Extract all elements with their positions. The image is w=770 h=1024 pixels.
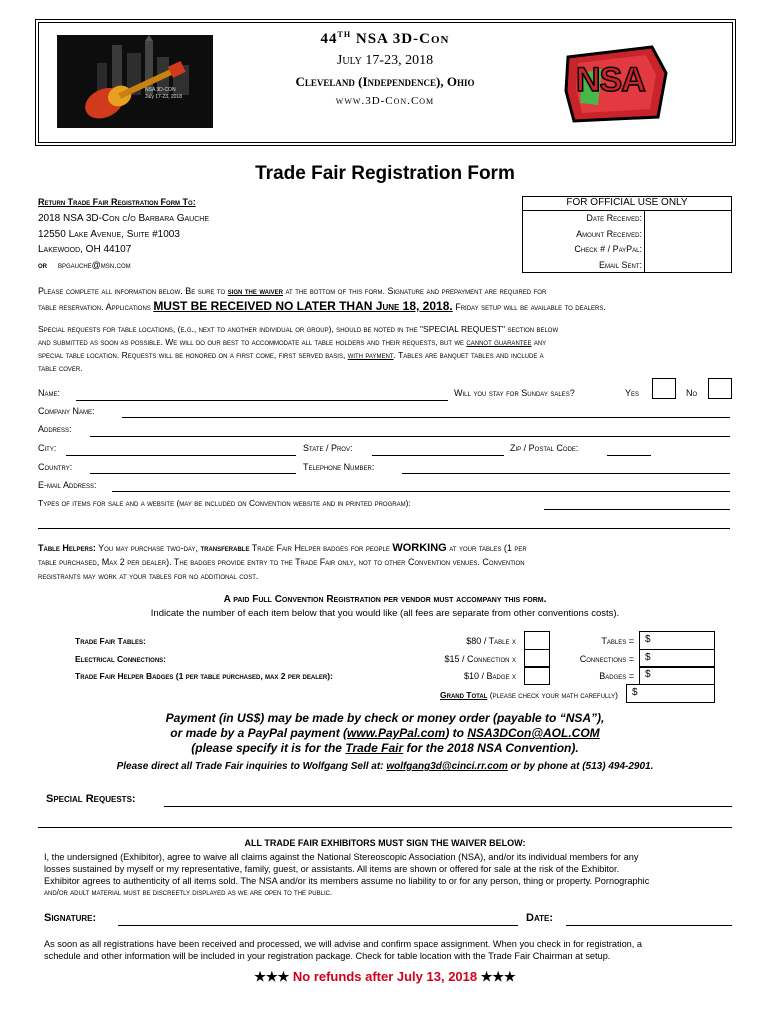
payment-line-1: Payment (in US$) may be made by check or money order (payable to “NSA”), — [165, 711, 605, 725]
date-field[interactable] — [566, 925, 732, 926]
waiver-line: I, the undersigned (Exhibitor), agree to waive all claims against the National Stereoscopic Association (NSA), and/or its individual members for any — [44, 852, 639, 862]
cannot-guarantee-text: cannot guarantee — [466, 337, 532, 347]
signature-label: Signature: — [44, 912, 97, 924]
fees-heading: A paid Full Convention Registration per vendor must accompany this form. — [223, 594, 547, 605]
inquiries-text: Please direct all Trade Fair inquiries to Wolfgang Sell at: — [116, 761, 387, 772]
sign-waiver-text: sign the waiver — [227, 286, 283, 296]
signature-field[interactable] — [118, 925, 518, 926]
star-icon: ★★★ — [254, 969, 290, 984]
helpers-text: registrants may work at your tables for no additional cost. — [38, 571, 259, 581]
official-row-check: Check # / PayPal: — [574, 244, 642, 254]
waiver-text — [44, 851, 734, 899]
dollar-sign: $ — [645, 652, 651, 663]
fee-label-tables: Trade Fair Tables: — [75, 636, 146, 646]
return-line-1: 2018 NSA 3D-Con c/o Barbara Gauche — [38, 213, 209, 224]
country-field[interactable] — [90, 473, 296, 474]
wolfgang-email-link[interactable]: wolfgang3d@cinci.rr.com — [386, 761, 508, 772]
types-label: Types of items for sale and a website (may be included on Convention website and in printed program): — [38, 498, 411, 508]
yes-checkbox[interactable] — [652, 378, 676, 399]
payment-text: (please specify it is for the — [191, 741, 346, 755]
special-requests-field[interactable] — [164, 806, 732, 807]
grand-total-text: Grand Total — [440, 690, 488, 700]
intro-text: any — [531, 337, 547, 347]
types-field[interactable] — [544, 509, 730, 510]
return-or: or — [38, 260, 47, 270]
form-title: Trade Fair Registration Form — [255, 163, 515, 184]
city-label: City: — [38, 443, 57, 453]
deadline-text: MUST BE RECEIVED NO LATER THAN June 18, 2018. — [153, 299, 453, 313]
waiver-line: losses sustained by myself or my representative, family, guest, or assistants. All items are shown or offered for sale at the risk of the Exhibitor. — [44, 864, 620, 874]
address-label: Address: — [38, 424, 72, 434]
nsa-logo — [562, 43, 672, 123]
closing-text — [44, 938, 734, 962]
sunday-sales-label: Will you stay for Sunday sales? — [454, 388, 575, 398]
payment-line-2 — [0, 726, 770, 740]
intro-text: special table location. Requests will be honored on a first come, first served basis, — [38, 350, 348, 360]
intro-text: . Tables are banquet tables and include a — [393, 350, 544, 360]
intro-text: Friday setup will be available to dealers. — [452, 302, 606, 312]
special-requests-label: Special Requests: — [46, 793, 136, 805]
name-field[interactable] — [76, 400, 448, 401]
fee-label-electrical: Electrical Connections: — [75, 654, 166, 664]
transferable-text: transferable — [200, 543, 250, 553]
logo-text-2: July 17-23, 2018 — [145, 94, 182, 100]
payment-text: ) to — [445, 726, 468, 740]
intro-paragraph-1 — [38, 284, 738, 315]
return-line-2: 12550 Lake Avenue, Suite #1003 — [38, 229, 180, 240]
intro-paragraph-2 — [38, 323, 738, 375]
grand-total-input[interactable] — [626, 684, 715, 703]
no-refunds-line — [0, 969, 770, 985]
trade-fair-text: Trade Fair — [345, 741, 404, 755]
state-field[interactable] — [372, 455, 504, 456]
intro-text: table reservation. Applications — [38, 302, 154, 312]
header-location: Cleveland (Independence), Ohio — [295, 74, 475, 89]
fee-price-tables: $80 / Table x — [466, 636, 516, 646]
grand-total-note: (please check your math carefully) — [487, 690, 618, 700]
return-line-3: Lakewood, OH 44107 — [38, 244, 132, 255]
return-email: bpgauche@msn.com — [58, 260, 131, 270]
helpers-text: at your tables (1 per — [446, 543, 527, 553]
intro-text: table cover. — [38, 363, 83, 373]
telephone-label: Telephone Number: — [303, 462, 375, 472]
dollar-sign: $ — [632, 687, 638, 698]
payment-text: or made by a PayPal payment ( — [170, 726, 348, 740]
grand-total-label — [300, 690, 618, 700]
logo-text-1: NSA 3D-CON — [145, 87, 176, 93]
inquiries-text: or by phone at (513) 494-2901. — [507, 761, 654, 772]
fee-total-label-tables: Tables = — [601, 636, 634, 646]
official-heading: FOR OFFICIAL USE ONLY — [522, 197, 732, 211]
waiver-line: Exhibitor agrees to authenticity of all items sold. The NSA and/or its members assume no liability to or for any person, thing or property. Pornographic — [44, 876, 650, 886]
dollar-sign: $ — [645, 634, 651, 645]
nsa-email-link[interactable]: NSA3DCon@AOL.COM — [467, 726, 600, 740]
official-row-email: Email Sent: — [598, 260, 642, 270]
company-field[interactable] — [122, 417, 730, 418]
paypal-link[interactable]: www.PayPal.com — [347, 726, 446, 740]
official-divider — [644, 211, 645, 273]
zip-field[interactable] — [607, 455, 651, 456]
official-row-date: Date Received: — [586, 213, 642, 223]
no-checkbox[interactable] — [708, 378, 732, 399]
with-payment-text: with payment — [347, 350, 394, 360]
types-field-line-2[interactable] — [38, 528, 730, 529]
intro-text: and submitted as soon as possible. We will do our best to accommodate all table holders and their requests, but we — [38, 337, 467, 347]
header-dates: July 17-23, 2018 — [336, 53, 434, 68]
inquiries-line — [0, 761, 770, 772]
name-label: Name: — [38, 388, 61, 398]
no-refunds-text: No refunds after July 13, 2018 — [289, 969, 481, 984]
fee-total-label-badges: Badges = — [599, 671, 634, 681]
zip-label: Zip / Postal Code: — [510, 443, 579, 453]
title-rest: NSA 3D-Con — [351, 31, 450, 47]
yes-label: Yes — [625, 388, 640, 398]
city-field[interactable] — [66, 455, 296, 456]
intro-text: Please complete all information below. Be sure to — [38, 286, 228, 296]
helpers-heading: Table Helpers: — [38, 543, 96, 553]
closing-line: As soon as all registrations have been received and processed, we will advise and confirm space assignment. When you check in for registration, a — [44, 939, 643, 949]
fee-label-badges: Trade Fair Helper Badges (1 per table purchased, max 2 per dealer): — [75, 671, 333, 681]
title-number: 44 — [320, 31, 338, 47]
closing-line: schedule and other information will be included in your registration package. Check for table location with the Trade Fair Chairman at setup. — [44, 951, 611, 961]
intro-text: Special requests for table locations, (e.g., next to another individual or group), should be noted in the "SPECIAL REQUEST" section below — [38, 324, 559, 334]
star-icon: ★★★ — [480, 969, 516, 984]
email-field[interactable] — [112, 491, 730, 492]
qty-badges-input[interactable] — [524, 666, 550, 685]
dollar-sign: $ — [645, 669, 651, 680]
payment-line-3 — [0, 741, 770, 755]
official-row-amount: Amount Received: — [576, 229, 642, 239]
company-label: Company Name: — [38, 406, 95, 416]
helpers-text: Trade Fair Helper badges for people — [249, 543, 393, 553]
email-label: E-mail Address: — [38, 480, 97, 490]
address-field[interactable] — [90, 436, 730, 437]
header-website: www.3D-Con.Com — [335, 95, 435, 107]
special-requests-field-2[interactable] — [38, 827, 732, 828]
helpers-text: You may purchase two-day, — [95, 543, 201, 553]
qty-tables-input[interactable] — [524, 631, 550, 650]
nsa-logo-text: NSA — [576, 61, 645, 99]
state-label: State / Prov: — [303, 443, 353, 453]
helpers-text: table purchased, Max 2 per dealer). The badges provide entry to the Trade Fair only, not to other Convention venues. Convention — [38, 557, 525, 567]
fees-subheading: Indicate the number of each item below that you would like (all fees are separate from other conventions costs). — [150, 608, 620, 619]
fee-total-label-electrical: Connections = — [579, 654, 634, 664]
fee-price-electrical: $15 / Connection x — [444, 654, 516, 664]
fee-price-badges: $10 / Badge x — [463, 671, 516, 681]
helpers-paragraph — [38, 541, 738, 583]
working-text: WORKING — [392, 542, 447, 554]
payment-text: for the 2018 NSA Convention). — [403, 741, 579, 755]
country-label: Country: — [38, 462, 73, 472]
return-heading: Return Trade Fair Registration Form To: — [38, 197, 196, 207]
intro-text: at the bottom of this form. Signature and prepayment are required for — [283, 286, 547, 296]
title-sup: TH — [337, 30, 352, 39]
date-label: Date: — [526, 912, 554, 924]
waiver-heading: ALL TRADE FAIR EXHIBITORS MUST SIGN THE WAIVER BELOW: — [244, 838, 526, 848]
no-label: No — [686, 388, 698, 398]
waiver-line: and/or adult material must be discreetly displayed as we are open to the public. — [44, 888, 333, 897]
telephone-field[interactable] — [402, 473, 730, 474]
